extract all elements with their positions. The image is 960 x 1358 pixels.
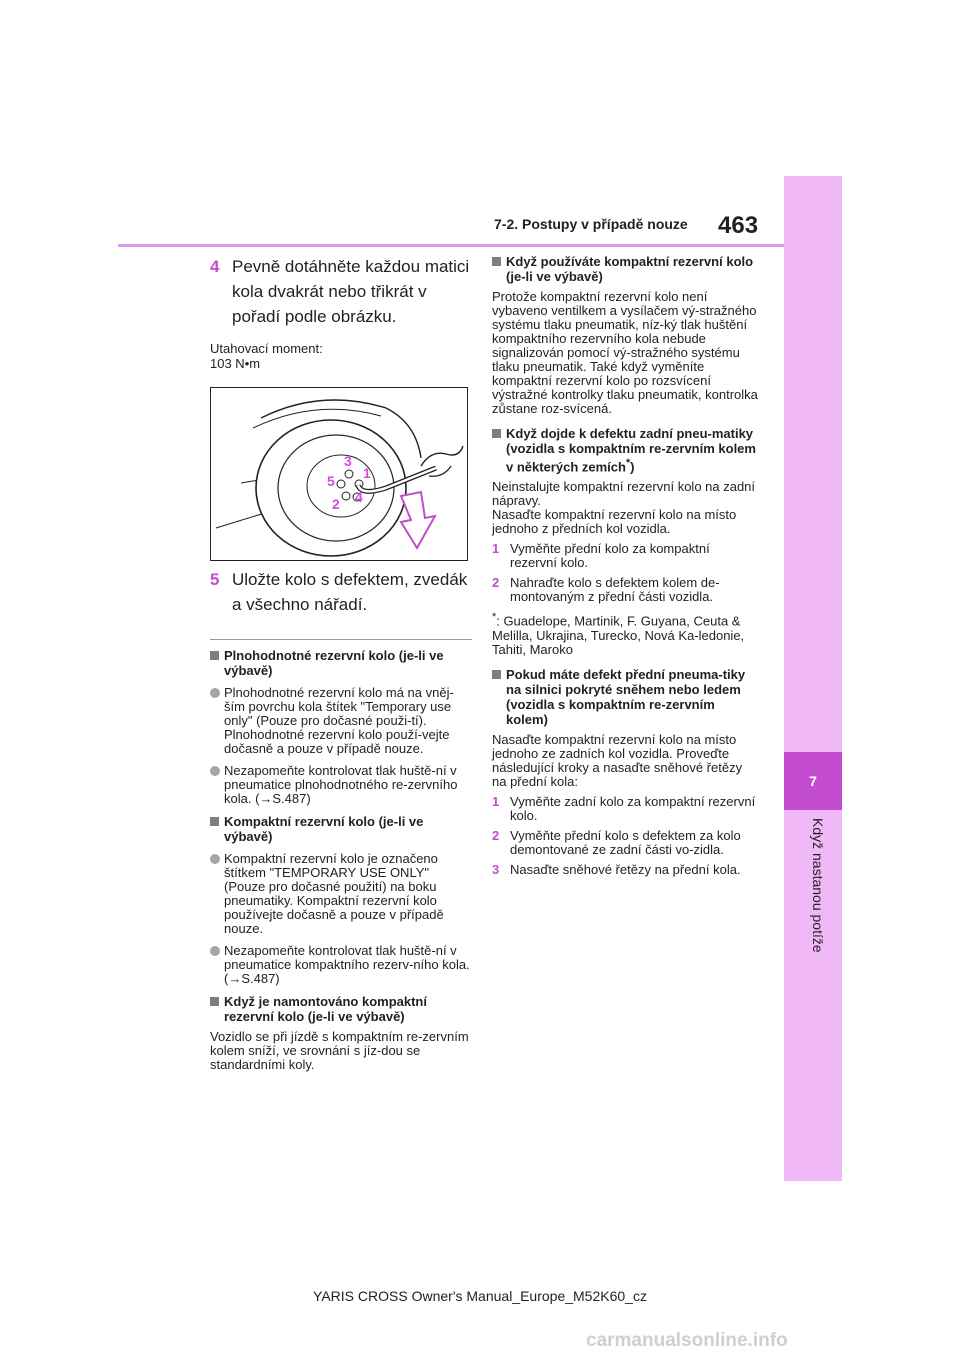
- chapter-label: Když nastanou potíže: [810, 818, 826, 953]
- square-bullet-icon: [210, 997, 219, 1006]
- bullet-item: Nezapomeňte kontrolovat tlak huště-ní v pneumatice plnohodnotného re-zervního kola. (→S.487): [210, 764, 472, 806]
- square-bullet-icon: [492, 429, 501, 438]
- numbered-step: 2 Nahraďte kolo s defektem kolem de-montovaným z přední části vozidla.: [492, 575, 720, 605]
- order-number-5: 5: [327, 473, 335, 489]
- tightening-order-figure: [210, 387, 468, 561]
- heading-compact-spare: Kompaktní rezervní kolo (je-li ve výbavě): [210, 814, 472, 844]
- numbered-step: 1 Vyměňte přední kolo za kompaktní rezervní kolo.: [492, 541, 710, 571]
- paragraph: Neinstalujte kompaktní rezervní kolo na zadní nápravy.: [492, 479, 756, 509]
- bullet-item: Nezapomeňte kontrolovat tlak huště-ní v pneumatice kompaktního rezerv-ního kola. (→S.487): [210, 944, 472, 986]
- page-number: 463: [718, 212, 759, 239]
- watermark: carmanualsonline.info: [586, 1330, 788, 1351]
- square-bullet-icon: [210, 817, 219, 826]
- heading-front-flat-snow: Pokud máte defekt přední pneuma-tiky na silnici pokryté sněhem nebo ledem (vozidla s kompaktním re-zervním kolem): [492, 667, 760, 727]
- footnote: *: Guadelope, Martinik, F. Guyana, Ceuta & Melilla, Ukrajina, Turecko, Nová Ka-ledonie, Tahiti, Maroko: [492, 611, 745, 657]
- bullet-item: Kompaktní rezervní kolo je označeno štítkem "TEMPORARY USE ONLY" (Pouze pro dočasné použití) na boku pneumatiky. Kompaktní rezervní kolo používejte dočasně a pouze v případě nouze.: [210, 852, 472, 936]
- footnote-mark: *: [625, 457, 631, 469]
- heading-using-compact: Když používáte kompaktní rezervní kolo (je-li ve výbavě): [492, 254, 760, 284]
- step-text: Pevně dotáhněte každou matici kola dvakrát nebo třikrát v pořadí podle obrázku.: [232, 257, 470, 326]
- circle-bullet-icon: [210, 946, 220, 956]
- heading-full-spare: Plnohodnotné rezervní kolo (je-li ve výbavě): [210, 648, 472, 678]
- paragraph: Protože kompaktní rezervní kolo není vybaveno ventilkem a vysílačem vý-stražného systému tlaku pneumatik, níz-ký tlak huštění kompaktního rezervního kola nebude signalizován pomocí vý-stražného systému tlaku pneumatik. Také když vyměníte kompaktní rezervní kolo po rozsvícení výstražné kontrolky tlaku pneumatik, kontrolka zůstane roz-svícená.: [492, 289, 758, 416]
- bullet-item: Plnohodnotné rezervní kolo má na vněj-ším povrchu kola štítek "Temporary use only" (Pouze pro dočasné použi-tí). Plnohodnotné rezervní kolo použí-vejte dočasně a pouze v případě nouze.: [210, 686, 472, 756]
- circle-bullet-icon: [210, 766, 220, 776]
- step-4: [210, 254, 472, 329]
- heading-rear-flat: Když dojde k defektu zadní pneu-matiky (vozidla s kompaktním re-zervním kolem v některých zemích*): [492, 426, 760, 474]
- numbered-step: 3 Nasaďte sněhové řetězy na přední kola.: [492, 861, 741, 877]
- square-bullet-icon: [210, 651, 219, 660]
- wheel-illustration: [211, 388, 467, 560]
- step-number: 5: [210, 570, 220, 589]
- left-column: [210, 254, 472, 1072]
- torque-value: 103 N•m: [210, 356, 261, 371]
- chapter-number-tab[interactable]: 7: [784, 752, 842, 810]
- numbered-step: 1 Vyměňte zadní kolo za kompaktní rezervní kolo.: [492, 793, 756, 823]
- torque-note: [210, 341, 472, 371]
- section-divider: [210, 639, 472, 640]
- right-column: [492, 254, 760, 877]
- order-number-3: 3: [344, 453, 352, 469]
- square-bullet-icon: [492, 670, 501, 679]
- order-number-4: 4: [355, 489, 363, 505]
- step-text: Uložte kolo s defektem, zvedák a všechno nářadí.: [232, 570, 468, 614]
- numbered-step: 2 Vyměňte přední kolo s defektem za kolo demontované ze zadní části vo-zidla.: [492, 827, 741, 857]
- circle-bullet-icon: [210, 854, 220, 864]
- square-bullet-icon: [492, 257, 501, 266]
- torque-label: Utahovací moment:: [210, 341, 323, 356]
- footnote-mark: *: [492, 611, 497, 624]
- paragraph: Nasaďte kompaktní rezervní kolo na místo jednoho ze zadních kol vozidla. Proveďte následující kroky a nasaďte sněhové řetězy na přední kola:: [492, 731, 743, 789]
- heading-compact-mounted: Když je namontováno kompaktní rezervní kolo (je-li ve výbavě): [210, 994, 472, 1024]
- header-rule: [118, 244, 784, 247]
- paragraph: Nasaďte kompaktní rezervní kolo na místo jednoho z předních kol vozidla.: [492, 507, 737, 537]
- order-number-2: 2: [332, 496, 340, 512]
- footer-manual-id: YARIS CROSS Owner's Manual_Europe_M52K60_cz: [313, 1288, 647, 1304]
- paragraph: Vozidlo se při jízdě s kompaktním re-zervním kolem sníží, ve srovnání s jíz-dou se standardními koly.: [210, 1029, 469, 1072]
- step-number: 4: [210, 257, 220, 276]
- section-title: 7-2. Postupy v případě nouze: [494, 216, 688, 232]
- circle-bullet-icon: [210, 688, 220, 698]
- step-5: [210, 567, 472, 617]
- order-number-1: 1: [363, 465, 371, 481]
